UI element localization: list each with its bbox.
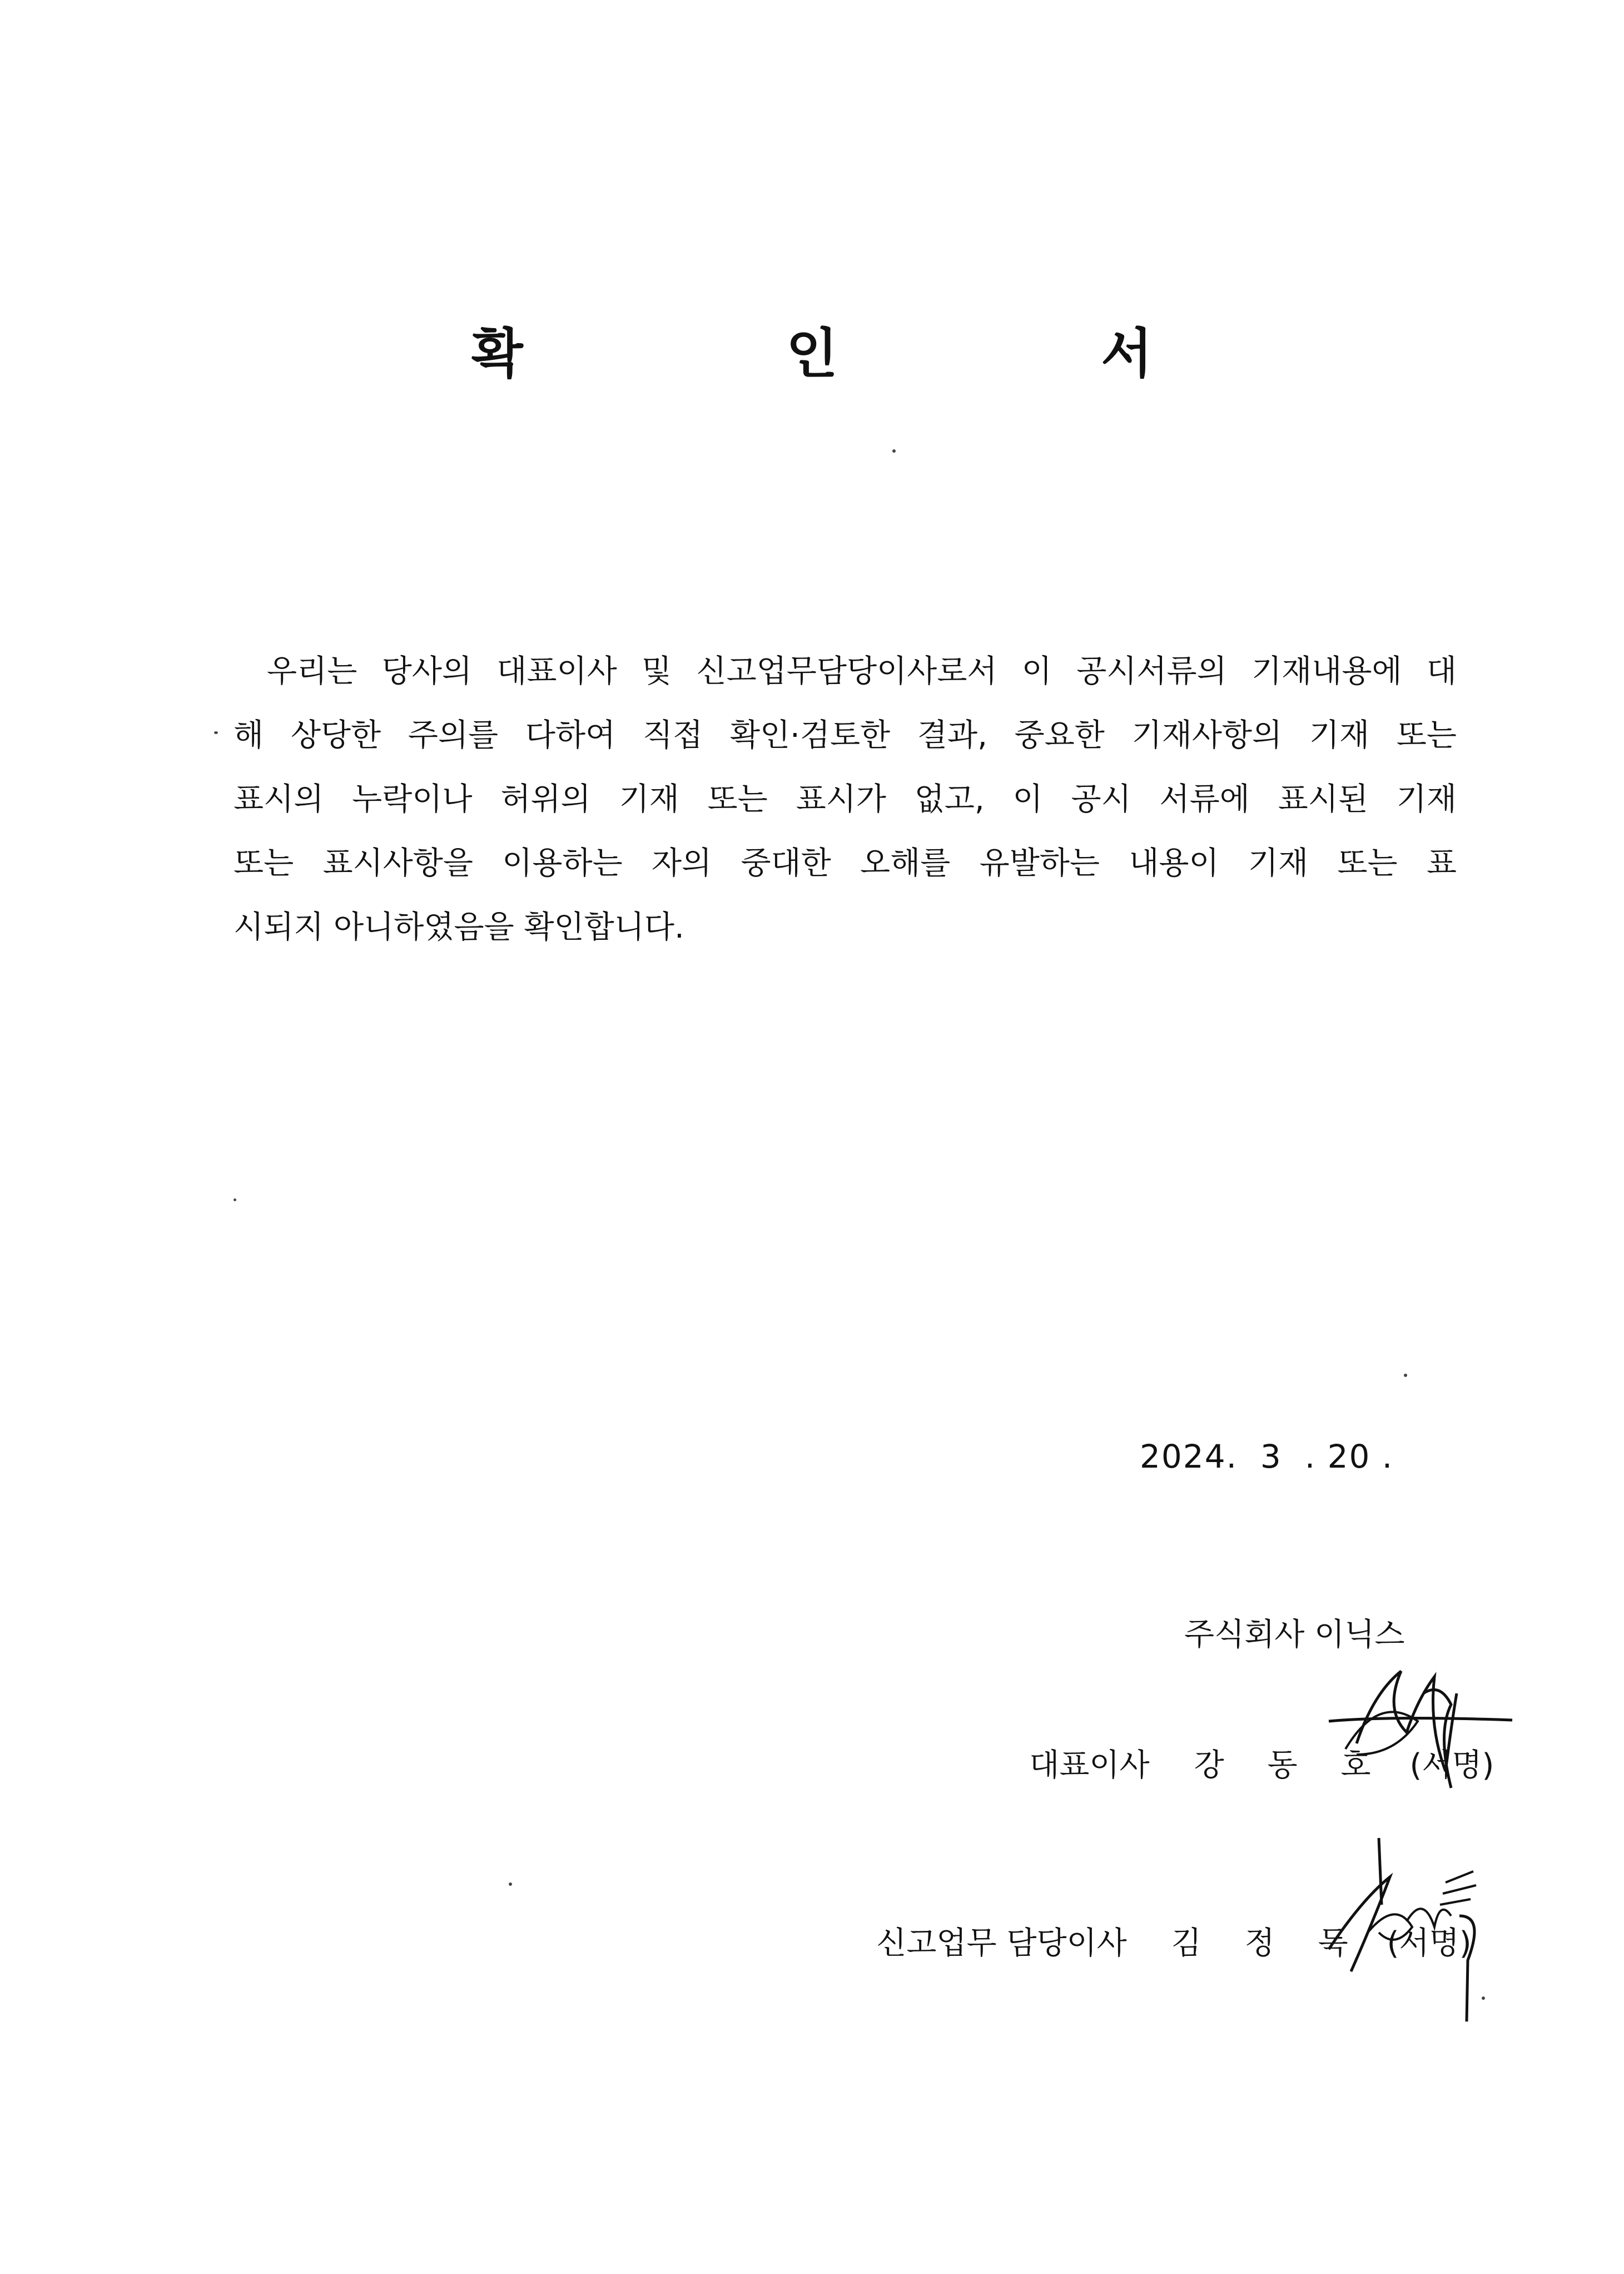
signature-mark-label: (서명) — [1409, 1747, 1494, 1783]
handwritten-signature-ceo — [1323, 1660, 1523, 1794]
scan-speck — [1482, 1996, 1485, 2000]
body-line-2: 해 상당한 주의를 다하여 직접 확인·검토한 결과, 중요한 기재사항의 기재 또는 — [234, 717, 1457, 754]
body-line-4: 또는 표시사항을 이용하는 자의 중대한 오해를 유발하는 내용이 기재 또는 표 — [234, 845, 1457, 881]
scan-speck — [509, 1882, 512, 1886]
company-name: 주식회사 이닉스 — [1184, 1617, 1405, 1653]
scan-speck — [234, 1198, 236, 1201]
signatory-role: 신고업무 담당이사 — [876, 1925, 1127, 1961]
signatory-role: 대표이사 — [1029, 1747, 1150, 1783]
body-line-3: 표시의 누락이나 허위의 기재 또는 표시가 없고, 이 공시 서류에 표시된 기재 — [234, 781, 1457, 818]
body-line-1: 우리는 당사의 대표이사 및 신고업무담당이사로서 이 공시서류의 기재내용에 대 — [267, 653, 1457, 690]
document-title: 확 인 서 — [471, 323, 1275, 385]
signatory-name: 강 동 호 — [1194, 1747, 1388, 1783]
body-line-5: 시되지 아니하였음을 확인합니다. — [234, 909, 684, 945]
scan-speck — [892, 449, 896, 453]
signature-mark-label: (서명) — [1387, 1925, 1472, 1961]
handwritten-signature-director — [1318, 1832, 1496, 2033]
scan-speck — [1404, 1374, 1407, 1377]
document-date: 2024. 3 . 20 . — [1140, 1438, 1394, 1475]
scan-speck — [214, 731, 218, 734]
signatory-name: 김 정 득 — [1171, 1925, 1365, 1961]
